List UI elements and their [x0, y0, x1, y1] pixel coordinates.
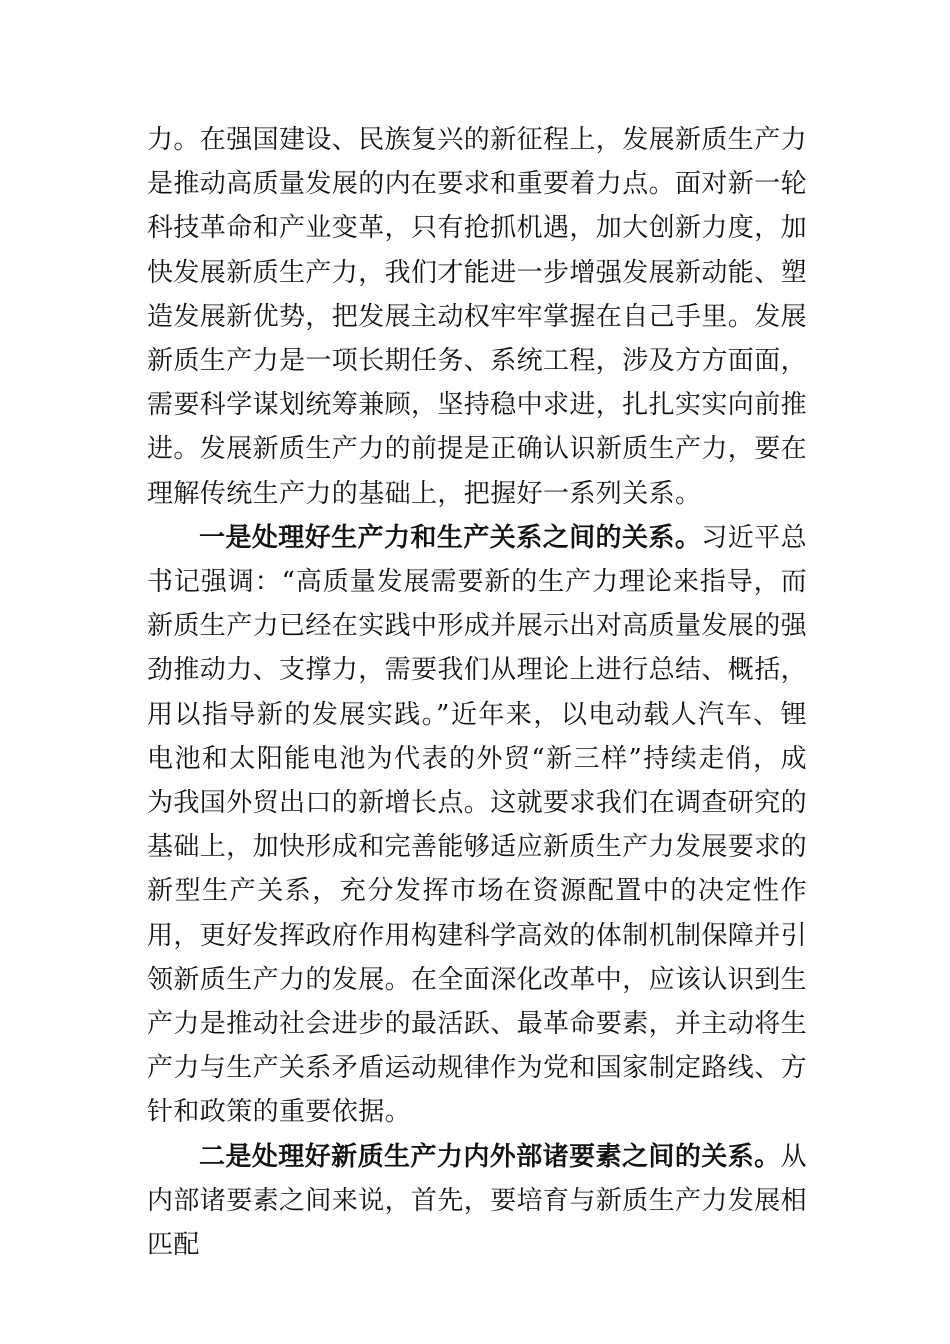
paragraph-continuation — [147, 118, 807, 516]
paragraph-text: 习近平总书记强调：“高质量发展需要新的生产力理论来指导，而新质生产力已经在实践中形成并展示出对高质量发展的强劲推动力、支撑力，需要我们从理论上进行总结、概括，用以指导新的发展实践。”近年来，以电动载人汽车、锂电池和太阳能电池为代表的外贸“新三样”持续走俏，成为我国外贸出口的新增长点。这就要求我们在调查研究的基础上，加快形成和完善能够适应新质生产力发展要求的新型生产关系，充分发挥市场在资源配置中的决定性作用，更好发挥政府作用构建科学高效的体制机制保障并引领新质生产力的发展。在全面深化改革中，应该认识到生产力是推动社会进步的最活跃、最革命要素，并主动将生产力与生产关系矛盾运动规律作为党和国家制定路线、方针和政策的重要依据。 — [147, 522, 808, 1128]
paragraph-text: 从内部诸要素之间来说，首先，要培育与新质生产力发展相匹配 — [147, 1141, 808, 1261]
paragraph-point-one — [147, 516, 807, 1135]
paragraph-text: 力。在强国建设、民族复兴的新征程上，发展新质生产力是推动高质量发展的内在要求和重要着力点。面对新一轮科技革命和产业变革，只有抢抓机遇，加大创新力度，加快发展新质生产力，我们才能进一步增强发展新动能、塑造发展新优势，把发展主动权牢牢掌握在自己手里。发展新质生产力是一项长期任务、系统工程，涉及方方面面，需要科学谋划统筹兼顾，坚持稳中求进，扎扎实实向前推进。发展新质生产力的前提是正确认识新质生产力，要在理解传统生产力的基础上，把握好一系列关系。 — [147, 125, 808, 509]
paragraph-point-two — [147, 1135, 807, 1268]
document-body — [147, 118, 807, 1267]
paragraph-heading: 二是处理好新质生产力内外部诸要素之间的关系。 — [199, 1141, 781, 1172]
paragraph-heading: 一是处理好生产力和生产关系之间的关系。 — [199, 522, 702, 553]
